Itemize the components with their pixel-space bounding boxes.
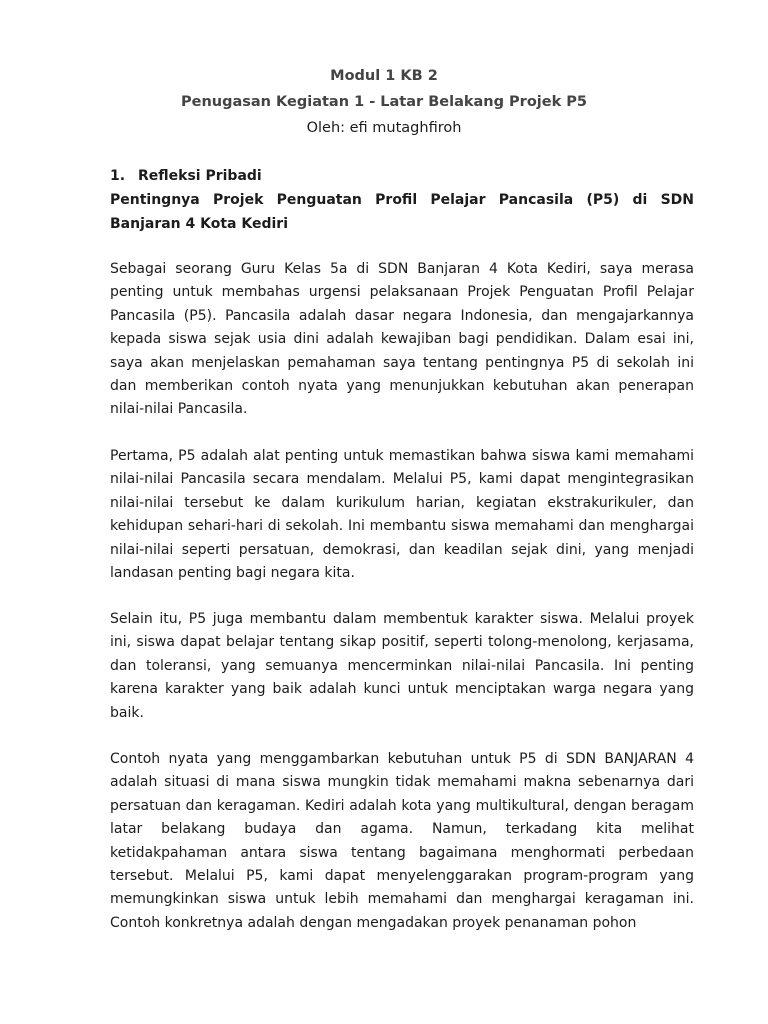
- section-number: 1.: [110, 168, 126, 184]
- document-title: Modul 1 KB 2: [330, 68, 438, 84]
- paragraph: Sebagai seorang Guru Kelas 5a di SDN Banjaran 4 Kota Kediri, saya merasa penting untuk membahas urgensi pelaksanaan Projek Penguatan Profil Pelajar Pancasila (P5). Pancasila adalah dasar negara Indonesia, dan mengajarkannya kepada siswa sejak usia dini adalah kewajiban bagi pendidikan. Dalam esai ini, saya akan menjelaskan pemahaman saya tentang pentingnya P5 di sekolah ini dan memberikan contoh nyata yang menunjukkan kebutuhan akan penerapan nilai-nilai Pancasila.: [110, 261, 694, 418]
- paragraph: Selain itu, P5 juga membantu dalam membentuk karakter siswa. Melalui proyek ini, siswa dapat belajar tentang sikap positif, seperti tolong-menolong, kerjasama, dan toleransi, yang semuanya mencerminkan nilai-nilai Pancasila. Ini penting karena karakter yang baik adalah kunci untuk menciptakan warga negara yang baik.: [110, 611, 694, 721]
- section-title: Pentingnya Projek Penguatan Profil Pelajar Pancasila (P5) di SDN Banjaran 4 Kota Kediri: [110, 192, 694, 232]
- document-author: Oleh: efi mutaghfiroh: [306, 120, 462, 136]
- paragraph: Pertama, P5 adalah alat penting untuk memastikan bahwa siswa kami memahami nilai-nilai Pancasila secara mendalam. Melalui P5, kami dapat mengintegrasikan nilai-nilai tersebut ke dalam kurikulum harian, kegiatan ekstrakurikuler, dan kehidupan sehari-hari di sekolah. Ini membantu siswa memahami dan menghargai nilai-nilai seperti persatuan, demokrasi, dan keadilan sejak dini, yang menjadi landasan penting bagi negara kita.: [110, 448, 694, 582]
- section-heading: [110, 166, 262, 186]
- paragraph: Contoh nyata yang menggambarkan kebutuhan untuk P5 di SDN BANJARAN 4 adalah situasi di mana siswa mungkin tidak memahami makna sebenarnya dari persatuan dan keragaman. Kediri adalah kota yang multikultural, dengan beragam latar belakang budaya dan agama. Namun, terkadang kita melihat ketidakpahaman antara siswa tentang bagaimana menghormati perbedaan tersebut. Melalui P5, kami dapat menyelenggarakan program-program yang memungkinkan siswa untuk lebih memahami dan menghargai keragaman ini. Contoh konkretnya adalah dengan mengadakan proyek penanaman pohon: [110, 751, 694, 931]
- section-heading-text: Refleksi Pribadi: [138, 168, 262, 184]
- document-subtitle: Penugasan Kegiatan 1 - Latar Belakang Projek P5: [180, 94, 587, 110]
